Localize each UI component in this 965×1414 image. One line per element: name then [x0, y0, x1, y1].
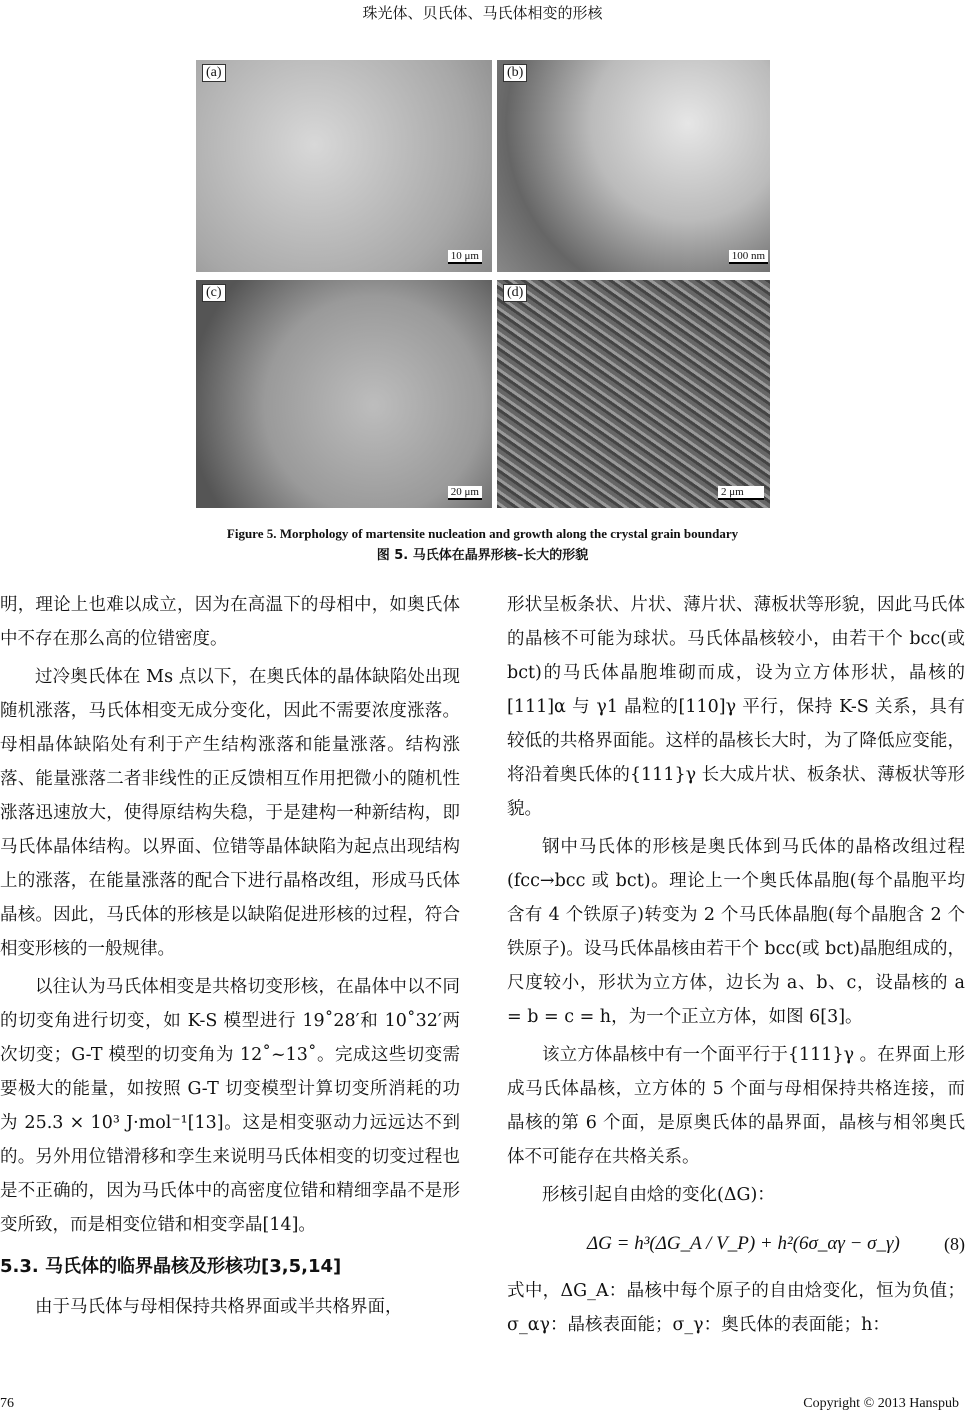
right-p5: 式中，ΔG_A：晶核中每个原子的自由焓变化，恒为负值；σ_αγ：晶核表面能；σ_γ：奥氏体的表面能；h： [507, 1281, 965, 1335]
copyright: Copyright © 2013 Hanspub [803, 1396, 959, 1411]
panel-label: (d) [503, 284, 527, 302]
left-p1: 明，理论上也难以成立，因为在高温下的母相中，如奥氏体中不存在那么高的位错密度。 [0, 595, 460, 649]
equation-row [507, 1216, 965, 1272]
scale-bar: 100 nm [729, 250, 768, 264]
running-header: 珠光体、贝氏体、马氏体相变的形核 [362, 4, 603, 22]
micrograph-c [196, 280, 492, 508]
scale-bar: 20 μm [448, 486, 482, 500]
left-p3: 以往认为马氏体相变是共格切变形核，在晶体中以不同的切变角进行切变，如 K-S 模型进行 19˚28′和 10˚32′两次切变；G-T 模型的切变角为 12˚~13˚。完成这些切变需要极大的能量，如按照 G-T 切变模型计算切变所消耗的功为 25.3 × 10³ J·mol⁻¹[13]。这是相变驱动力远远达不到的。另外用位错滑移和孪生来说明马氏体相变的切变过程也是不正确的，因为马氏体中的高密度位错和精细孪晶不是形变所致，而是相变位错和相变孪晶[14]。 [0, 977, 460, 1235]
panel-label: (b) [503, 64, 527, 82]
equation-8: ΔG = h³(ΔG_A / V_P) + h²(6σ_αγ − σ_γ) [587, 1233, 900, 1254]
left-column [0, 588, 460, 1328]
equation-number: (8) [944, 1234, 965, 1254]
caption-en: Figure 5. Morphology of martensite nucleation and growth along the crystal grain boundary [226, 526, 739, 541]
panel-label: (c) [202, 284, 226, 302]
right-p1: 形状呈板条状、片状、薄片状、薄板状等形貌，因此马氏体的晶核不可能为球状。马氏体晶核较小，由若干个 bcc(或 bct)的马氏体晶胞堆砌而成，设为立方体形状，晶核的[111]α 与 γ1 晶粒的[110]γ 平行，保持 K-S 关系，具有较低的共格界面能。这样的晶核长大时，为了降低应变能，将沿着奥氏体的{111}γ 长大成片状、板条状、薄板状等形貌。 [507, 595, 965, 819]
micrograph-b [497, 60, 770, 272]
page-number: 76 [0, 1396, 14, 1411]
right-p4: 形核引起自由焓的变化(ΔG)： [542, 1185, 775, 1205]
left-p2: 过冷奥氏体在 Ms 点以下，在奥氏体的晶体缺陷处出现随机涨落，马氏体相变无成分变化，因此不需要浓度涨落。母相晶体缺陷处有利于产生结构涨落和能量涨落。结构涨落、能量涨落二者非线性的正反馈相互作用把微小的随机性涨落迅速放大，使得原结构失稳，于是建构一种新结构，即马氏体晶体结构。以界面、位错等晶体缺陷为起点出现结构上的涨落，在能量涨落的配合下进行晶格改组，形成马氏体晶核。因此，马氏体的形核是以缺陷促进形核的过程，符合相变形核的一般规律。 [0, 667, 460, 959]
right-p3: 该立方体晶核中有一个面平行于{111}γ 。在界面上形成马氏体晶核，立方体的 5 个面与母相保持共格连接，而晶核的第 6 个面，是原奥氏体的晶界面，晶核与相邻奥氏体不可能存在共格关系。 [507, 1045, 965, 1167]
micrograph-d [497, 280, 770, 508]
scale-bar: 2 μm [718, 486, 764, 500]
caption-zh: 图 5. 马氏体在晶界形核–长大的形貌 [376, 548, 589, 563]
section-heading: 5.3. 马氏体的临界晶核及形核功[3,5,14] [0, 1256, 342, 1277]
scale-bar: 10 μm [448, 250, 482, 264]
right-column [507, 588, 965, 1346]
micrograph-a [196, 60, 492, 272]
panel-label: (a) [202, 64, 226, 82]
left-p4: 由于马氏体与母相保持共格界面或半共格界面， [35, 1297, 403, 1317]
right-p2: 钢中马氏体的形核是奥氏体到马氏体的晶格改组过程(fcc→bcc 或 bct)。理论上一个奥氏体晶胞(每个晶胞平均含有 4 个铁原子)转变为 2 个马氏体晶胞(每个晶胞含 2 个铁原子)。设马氏体晶核由若干个 bcc(或 bct)晶胞组成的，尺度较小，形状为立方体，边长为 a、b、c，设晶核的 a = b = c = h，为一个正立方体，如图 6[3]。 [507, 837, 965, 1027]
